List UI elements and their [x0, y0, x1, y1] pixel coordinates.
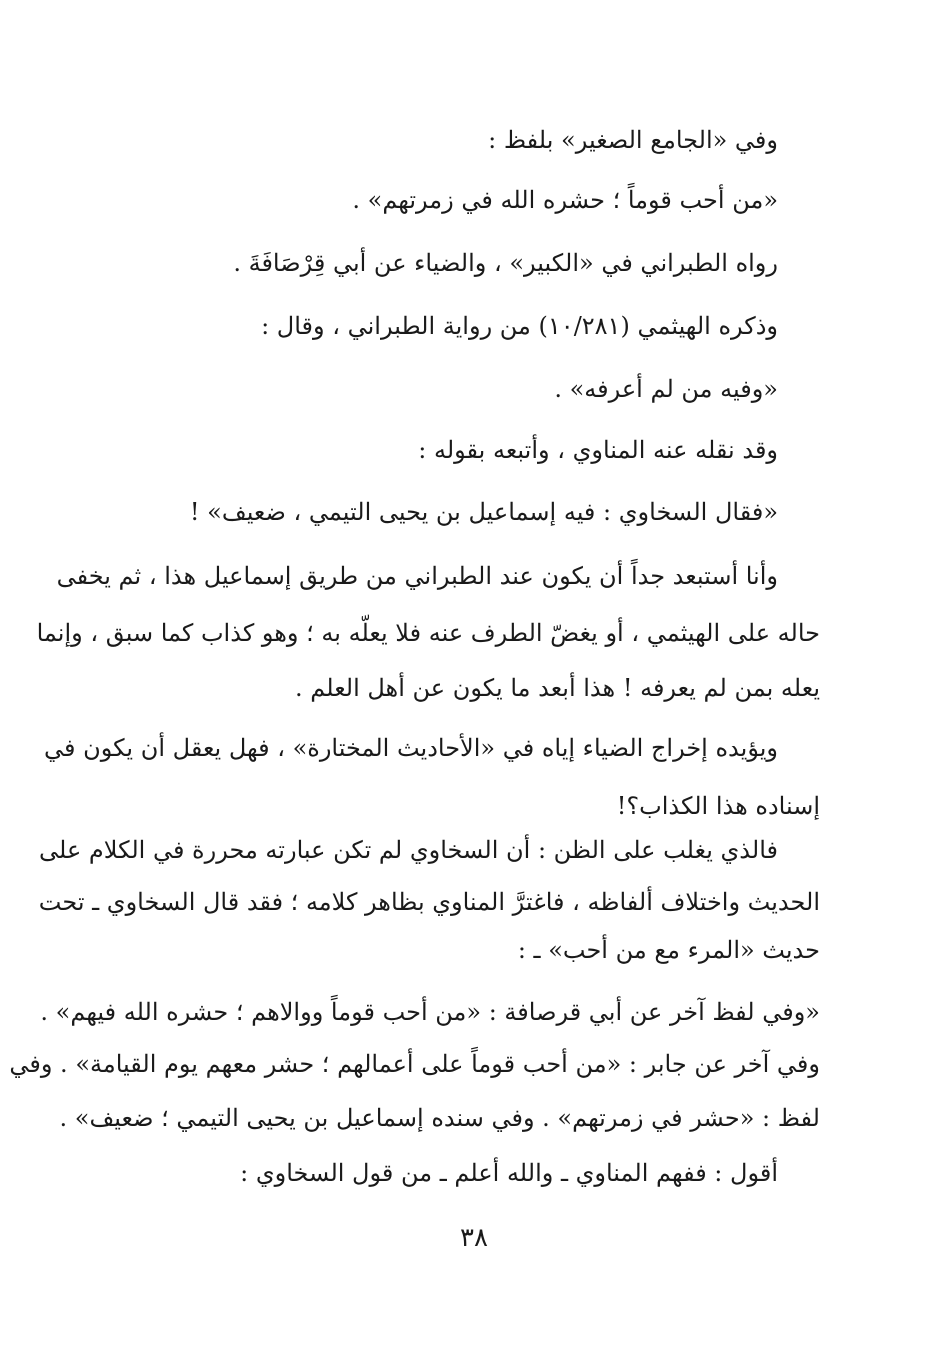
quoted-paragraph-line: لفظ : «حشر في زمرتهم» . وفي سنده إسماعيل بن يحيى التيمي ؛ ضعيف» .: [59, 1104, 820, 1132]
paragraph-line: يعله بمن لم يعرفه ! هذا أبعد ما يكون عن أهل العلم .: [295, 674, 820, 702]
paragraph-line: حاله على الهيثمي ، أو يغضّ الطرف عنه فلا يعلّه به ؛ وهو كذاب كما سبق ، وإنما: [36, 619, 820, 647]
quoted-paragraph-line: «وفي لفظ آخر عن أبي قرصافة : «من أحب قوماً ووالاهم ؛ حشره الله فيهم» .: [40, 998, 820, 1026]
paragraph-line: حديث «المرء مع من أحب» ـ :: [517, 936, 820, 964]
text-line: وقد نقله عنه المناوي ، وأتبعه بقوله :: [418, 436, 778, 464]
paragraph-line: ويؤيده إخراج الضياء إياه في «الأحاديث المختارة» ، فهل يعقل أن يكون في: [44, 734, 778, 762]
quote-line: «وفيه من لم أعرفه» .: [554, 375, 778, 403]
paragraph-line: إسناده هذا الكذاب؟!: [616, 792, 820, 820]
quoted-paragraph-line: وفي آخر عن جابر : «من أحب قوماً على أعمالهم ؛ حشر معهم يوم القيامة» . وفي: [9, 1050, 820, 1078]
quote-line: «من أحب قوماً ؛ حشره الله في زمرتهم» .: [352, 186, 778, 214]
paragraph-line: وأنا أستبعد جداً أن يكون عند الطبراني من طريق إسماعيل هذا ، ثم يخفى: [56, 562, 778, 590]
text-line: وذكره الهيثمي (١٠/٢٨١) من رواية الطبراني ، وقال :: [261, 312, 778, 340]
paragraph-line: فالذي يغلب على الظن : أن السخاوي لم تكن عبارته محررة في الكلام على: [39, 836, 778, 864]
page-number: ٣٨: [460, 1223, 488, 1253]
text-line: وفي «الجامع الصغير» بلفظ :: [488, 126, 778, 154]
text-line: رواه الطبراني في «الكبير» ، والضياء عن أبي قِرْصَافَةَ .: [233, 249, 778, 277]
text-line: أقول : ففهم المناوي ـ والله أعلم ـ من قول السخاوي :: [240, 1159, 778, 1187]
quote-line: «فقال السخاوي : فيه إسماعيل بن يحيى التيمي ، ضعيف» !: [189, 498, 778, 526]
paragraph-line: الحديث واختلاف ألفاظه ، فاغترَّ المناوي بظاهر كلامه ؛ فقد قال السخاوي ـ تحت: [38, 888, 820, 916]
